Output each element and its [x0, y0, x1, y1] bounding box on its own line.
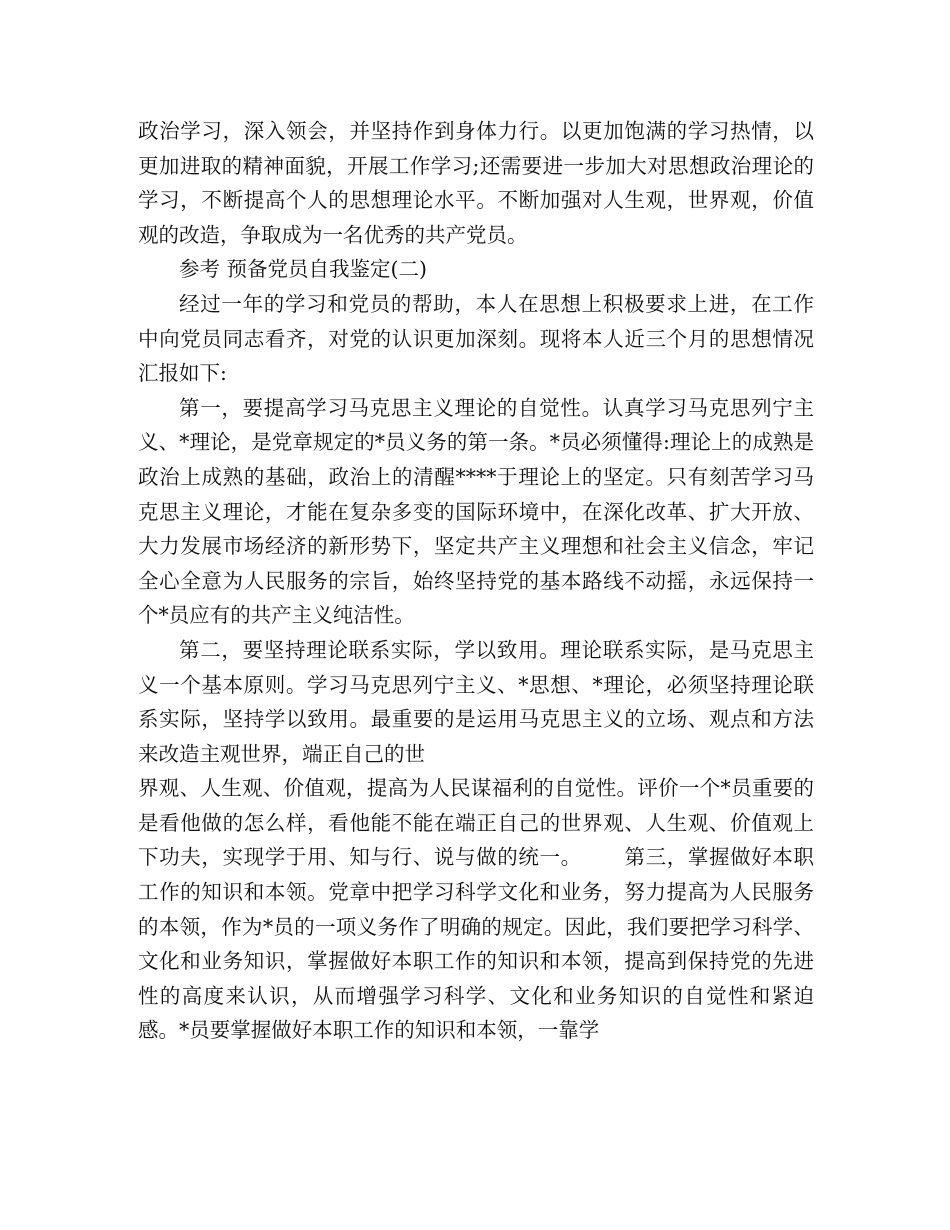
- paragraph-intro: 政治学习，深入领会，并坚持作到身体力行。以更加饱满的学习热情，以更加进取的精神面貌，开展工作学习;还需要进一步加大对思想政治理论的学习，不断提高个人的思想理论水平。不断加强对人生观，世界观，价值观的改造，争取成为一名优秀的共产党员。: [138, 119, 814, 247]
- paragraph-continuation-part-b: 第三，掌握做好本职工作的知识和本领。党章中把学习科学文化和业务，努力提高为人民服务的本领，作为*员的一项义务作了明确的规定。因此，我们要把学习科学、文化和业务知识，掌握做好本职工作的知识和本领，提高到保持党的先进性的高度来认识，从而增强学习科学、文化和业务知识的自觉性和紧迫感。*员要掌握做好本职工作的知识和本领，一靠学: [138, 845, 815, 1043]
- paragraph-overview: 经过一年的学习和党员的帮助，本人在思想上积极要求上进，在工作中向党员同志看齐，对党的认识更加深刻。现将本人近三个月的思想情况汇报如下:: [138, 291, 814, 386]
- document-body: [138, 114, 814, 1048]
- paragraph-heading: 参考 预备党员自我鉴定(二): [179, 257, 428, 282]
- paragraph-continuation: [138, 771, 814, 1048]
- paragraph-point-two: 第二，要坚持理论联系实际，学以致用。理论联系实际，是马克思主义一个基本原则。学习马克思列宁主义、*思想、*理论，必须坚持理论联系实际，坚持学以致用。最重要的是运用马克思主义的立场、观点和方法来改造主观世界，端正自己的世: [138, 637, 814, 766]
- paragraph-continuation-part-a: 界观、人生观、价值观，提高为人民谋福利的自觉性。评价一个*员重要的是看他做的怎么样，看他能不能在端正自己的世界观、人生观、价值观上下功夫，实现学于用、知与行、说与做的统一。: [138, 776, 814, 870]
- paragraph-point-one: 第一，要提高学习马克思主义理论的自觉性。认真学习马克思列宁主义、*理论，是党章规定的*员义务的第一条。*员必须懂得:理论上的成熟是政治上成熟的基础，政治上的清醒****于理论上的坚定。只有刻苦学习马克思主义理论，才能在复杂多变的国际环境中，在深化改革、扩大开放、大力发展市场经济的新形势下，坚定共产主义理想和社会主义信念，牢记全心全意为人民服务的宗旨，始终坚持党的基本路线不动摇，永远保持一个*员应有的共产主义纯洁性。: [138, 395, 814, 628]
